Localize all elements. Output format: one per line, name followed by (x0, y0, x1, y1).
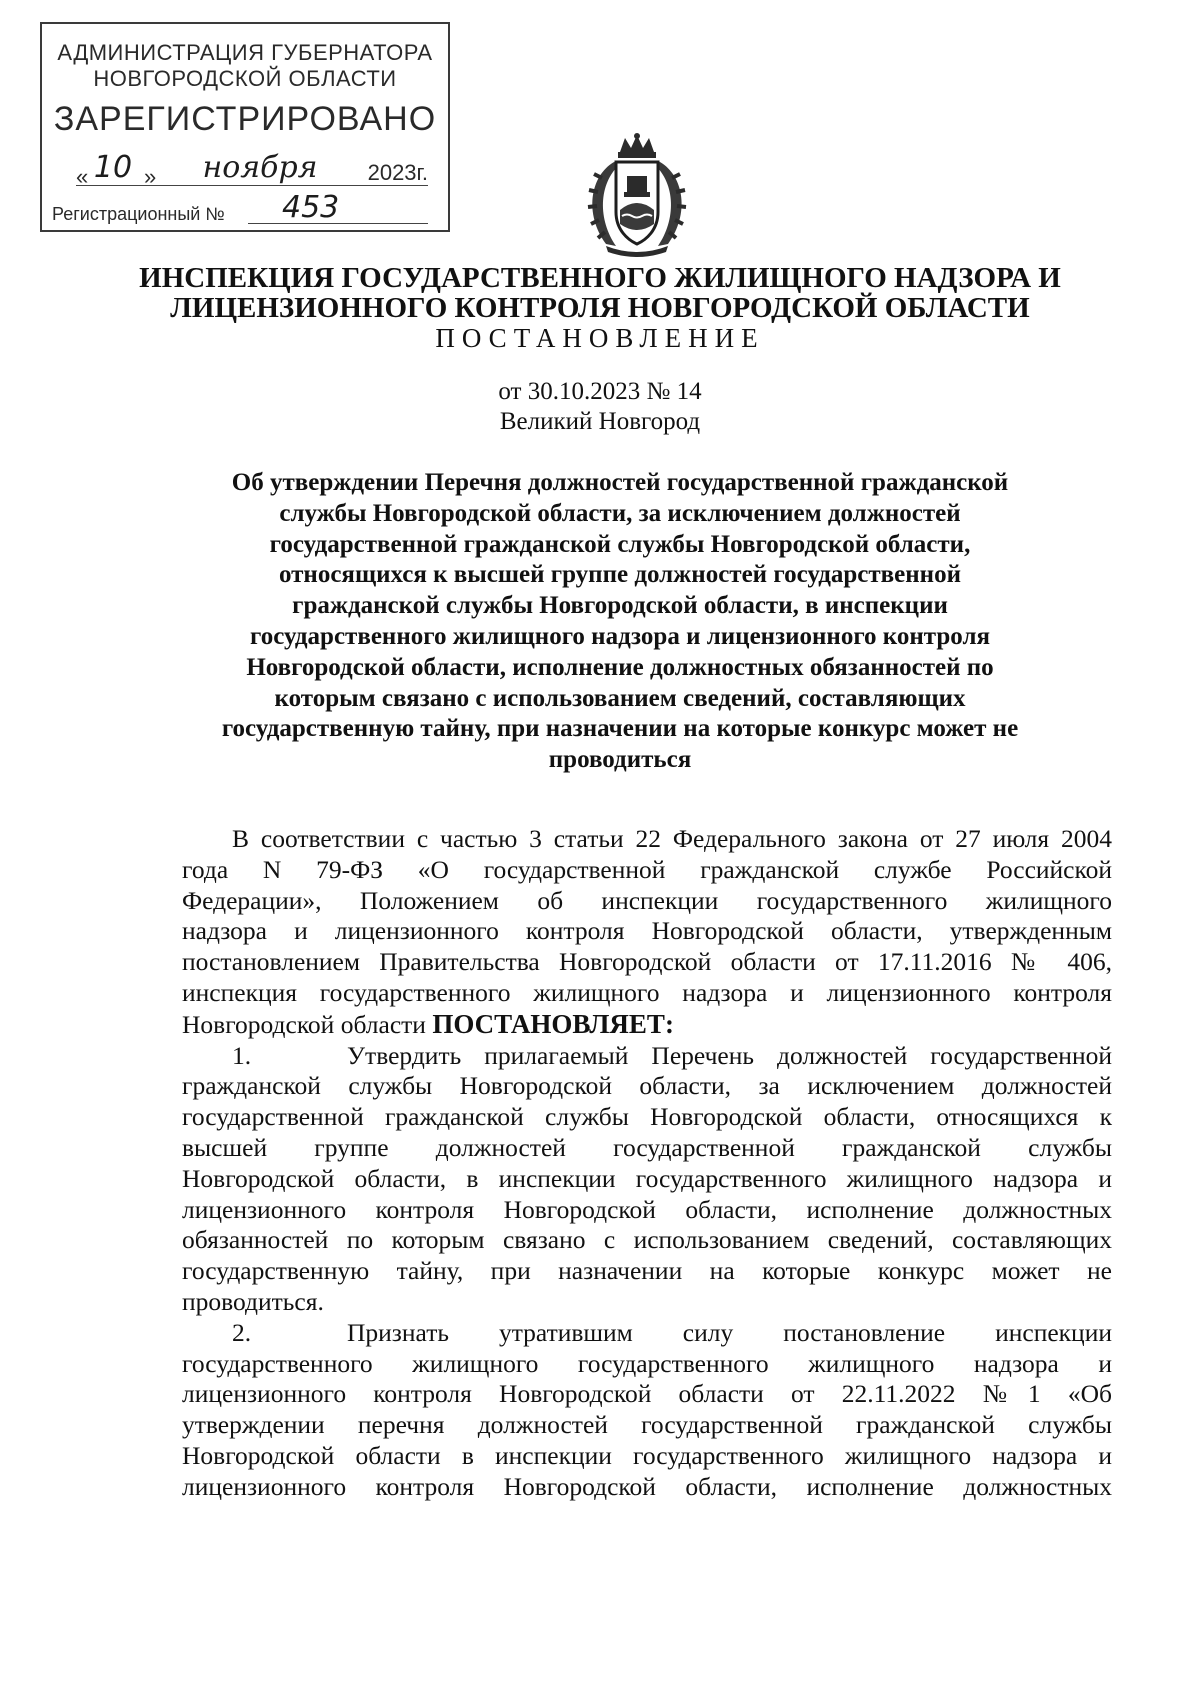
preamble-line: В соответствии с частью 3 статьи 22 Федерального закона от 27 июля 2004 (232, 824, 1112, 853)
item2-line: лицензионного контроля Новгородской области, исполнение должностных (182, 1471, 1112, 1501)
preamble-last-text: Новгородской области (182, 1009, 433, 1039)
stamp-registered: ЗАРЕГИСТРИРОВАНО (53, 100, 437, 138)
stamp-month: ноября (202, 150, 318, 185)
item1-line: государственную тайну, при назначении на которые конкурс может не (182, 1256, 1112, 1286)
org-name-line2: ЛИЦЕНЗИОННОГО КОНТРОЛЯ НОВГОРОДСКОЙ ОБЛАСТИ (170, 292, 1030, 324)
stamp-reg-underline (248, 223, 428, 224)
title-line: Новгородской области, исполнение должностных обязанностей по (246, 653, 994, 681)
item1-line: высшей группе должностей государственной гражданской службы (182, 1132, 1112, 1162)
document-body (182, 824, 1112, 1503)
stamp-date (76, 152, 428, 188)
title-line: проводиться (548, 746, 692, 774)
title-line: гражданской службы Новгородской области, в инспекции (292, 592, 948, 620)
item1-line: гражданской службы Новгородской области, за исключением должностей (182, 1071, 1112, 1101)
stamp-reg-number-value: 453 (282, 190, 340, 225)
title-line: государственной гражданской службы Новгородской области, (269, 530, 971, 558)
title-line: относящихся к высшей группе должностей государственной (278, 561, 961, 589)
item1-first-line (182, 1041, 1112, 1072)
item1-number: 1. (232, 1040, 252, 1070)
item1-last-line: проводиться. (182, 1286, 324, 1316)
preamble-line: постановлением Правительства Новгородской области от 17.11.2016 № 406, (182, 947, 1112, 977)
resolves-keyword: ПОСТАНОВЛЯЕТ: (432, 1008, 674, 1039)
stamp-reg-number-label: Регистрационный № (52, 204, 225, 224)
item1-line: Новгородской области, в инспекции государственного жилищного надзора и (182, 1163, 1112, 1193)
stamp-quote-open: « (76, 164, 89, 189)
item1-line: лицензионного контроля Новгородской области, исполнение должностных (182, 1194, 1112, 1224)
title-line: Об утверждении Перечня должностей государственной гражданской (231, 469, 1009, 496)
item1-line: обязанностей по которым связано с использованием сведений, составляющих (182, 1225, 1112, 1255)
item1-line: Утвердить прилагаемый Перечень должностей государственной (347, 1040, 1112, 1070)
item1-line: государственной гражданской службы Новгородской области, относящихся к (182, 1102, 1112, 1132)
item2-line: утверждении перечня должностей государственной гражданской службы (182, 1410, 1112, 1440)
document-city: Великий Новгород (499, 408, 701, 435)
stamp-reg-number (52, 190, 428, 228)
preamble-line: Федерации», Положением об инспекции государственного жилищного (182, 885, 1112, 915)
stamp-org-line2: НОВГОРОДСКОЙ ОБЛАСТИ (93, 66, 397, 91)
item2-first-line (182, 1318, 1112, 1349)
title-line: государственную тайну, при назначении на которые конкурс может не (221, 715, 1019, 743)
preamble-line: надзора и лицензионного контроля Новгородской области, утвержденным (182, 916, 1112, 946)
item2-line: Признать утратившим силу постановление инспекции (347, 1317, 1112, 1347)
title-line: службы Новгородской области, за исключением должностей (279, 499, 961, 527)
title-line: которым связано с использованием сведений, составляющих (274, 684, 966, 712)
item2-line: Новгородской области в инспекции государственного жилищного надзора и (182, 1440, 1112, 1470)
org-name-line1: ИНСПЕКЦИЯ ГОСУДАРСТВЕННОГО ЖИЛИЩНОГО НАДЗОРА И (139, 262, 1061, 294)
preamble-line: инспекция государственного жилищного надзора и лицензионного контроля (182, 977, 1112, 1007)
document-type: ПОСТАНОВЛЕНИЕ (435, 323, 765, 353)
stamp-org-line1: АДМИНИСТРАЦИЯ ГУБЕРНАТОРА (57, 40, 433, 65)
item2-line: лицензионного контроля Новгородской области от 22.11.2022 №1 «Об (182, 1379, 1112, 1409)
preamble-last-line (182, 1009, 1112, 1041)
title-line: государственного жилищного надзора и лицензионного контроля (249, 622, 990, 650)
coat-of-arms-icon (580, 132, 694, 260)
item2-number: 2. (232, 1317, 252, 1347)
stamp-quote-close: » (144, 164, 157, 189)
stamp-day: 10 (93, 150, 133, 185)
item2-line: государственного жилищного государственного жилищного надзора и (182, 1348, 1112, 1378)
preamble-line: года N 79-ФЗ «О государственной гражданской службе Российской (182, 854, 1112, 884)
document-date-number: от 30.10.2023 № 14 (498, 378, 702, 405)
stamp-date-underline (76, 185, 428, 186)
stamp-year: 2023г. (367, 160, 428, 185)
registration-stamp (40, 22, 450, 232)
document-title (190, 468, 1050, 776)
